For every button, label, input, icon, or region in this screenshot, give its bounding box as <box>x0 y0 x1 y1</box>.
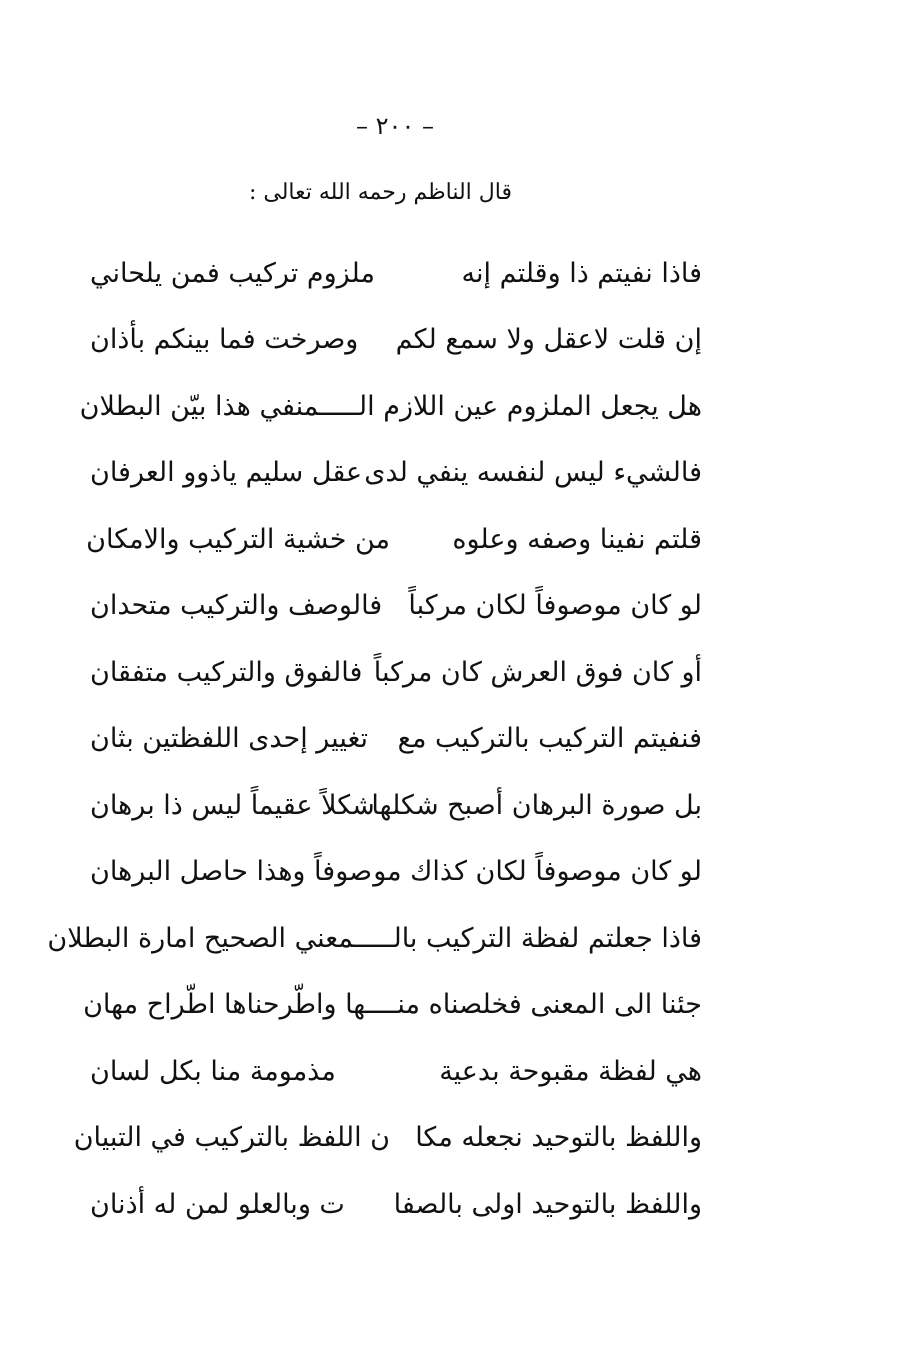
verse-second-hemistich: ملزوم تركيب فمن يلحاني <box>90 257 375 289</box>
verse-line <box>90 1038 702 1105</box>
poem-verses <box>47 240 702 1238</box>
verse-first-hemistich: قلتم نفينا وصفه وعلوه <box>452 523 702 555</box>
verse-line <box>47 905 702 972</box>
verse-first-hemistich: لو كان موصوفاً لكان كذاك مو <box>373 856 702 888</box>
verse-second-hemistich: صوفاً وهذا حاصل البرهان <box>90 856 373 888</box>
verse-second-hemistich: شكلاً عقيماً ليس ذا برهان <box>90 789 375 821</box>
verse-full-line: هل يجعل الملزوم عين اللازم الـــــمنفي هذا بيّن البطلان <box>79 390 702 422</box>
verse-line <box>90 706 702 773</box>
verse-line <box>90 573 702 640</box>
verse-second-hemistich: وصرخت فما بينكم بأذان <box>90 324 359 356</box>
verse-first-hemistich: أو كان فوق العرش كان مركباً <box>373 656 702 688</box>
verse-second-hemistich: فالفوق والتركيب متفقان <box>90 656 363 688</box>
verse-line <box>83 972 702 1039</box>
verse-second-hemistich: من خشية التركيب والامكان <box>86 523 390 555</box>
verse-full-line: جئنا الى المعنى فخلصناه منــــها واطّرحناها اطّراح مهان <box>83 989 702 1021</box>
verse-line <box>79 373 702 440</box>
verse-second-hemistich: فالوصف والتركيب متحدان <box>90 590 383 622</box>
verse-first-hemistich: فنفيتم التركيب بالتركيب مع <box>397 723 702 755</box>
verse-first-hemistich: لو كان موصوفاً لكان مركباً <box>408 590 702 622</box>
verse-first-hemistich: فالشيء ليس لنفسه ينفي لدى <box>364 457 702 489</box>
verse-line <box>73 1105 702 1172</box>
verse-second-hemistich: مذمومة منا بكل لسان <box>90 1055 336 1087</box>
verse-line <box>90 772 702 839</box>
verse-first-hemistich: فاذا نفيتم ذا وقلتم إنه <box>461 257 702 289</box>
verse-line <box>90 839 702 906</box>
verse-line <box>90 240 702 307</box>
verse-line <box>90 639 702 706</box>
verse-full-line: فاذا جعلتم لفظة التركيب بالـــــمعني الصحيح امارة البطلان <box>47 922 702 954</box>
verse-first-hemistich: بل صورة البرهان أصبح شكلها <box>371 789 702 821</box>
verse-line <box>86 506 702 573</box>
verse-first-hemistich: إن قلت لاعقل ولا سمع لكم <box>395 324 702 356</box>
verse-line <box>90 307 702 374</box>
verse-second-hemistich: تغيير إحدى اللفظتين بثان <box>90 723 369 755</box>
verse-first-hemistich: هي لفظة مقبوحة بدعية <box>439 1055 702 1087</box>
verse-line <box>90 1171 702 1238</box>
verse-second-hemistich: ت وبالعلو لمن له أذنان <box>90 1188 345 1220</box>
page-number: – ٢٠٠ – <box>356 112 434 140</box>
verse-first-hemistich: واللفظ بالتوحيد نجعله مكا <box>415 1122 702 1154</box>
verse-first-hemistich: واللفظ بالتوحيد اولى بالصفا <box>393 1188 702 1220</box>
verse-second-hemistich: ن اللفظ بالتركيب في التبيان <box>73 1122 390 1154</box>
verse-line <box>90 440 702 507</box>
section-heading: قال الناظم رحمه الله تعالى : <box>248 180 512 205</box>
verse-second-hemistich: عقل سليم ياذوو العرفان <box>90 457 363 489</box>
